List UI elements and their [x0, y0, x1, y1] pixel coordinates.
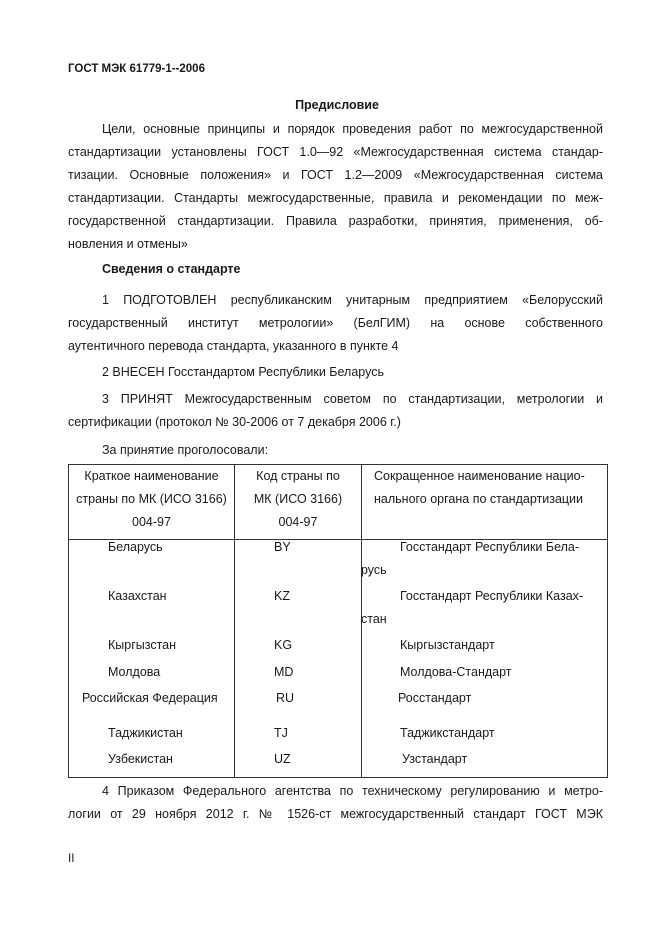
item2-text: 2 ВНЕСЕН Госстандартом Республики Беларусь	[102, 365, 384, 379]
table-header-row	[69, 465, 608, 540]
header-line: Код страны по	[256, 469, 340, 483]
table-cell-org-cont: стан	[361, 612, 387, 626]
voted-label: За принятие проголосовали:	[102, 443, 269, 457]
preface-title-text: Предисловие	[295, 98, 379, 112]
preface-line: тизации. Основные положения» и ГОСТ 1.2—2009 «Межгосударственная система	[68, 168, 603, 182]
table-cell-org: Госстандарт Республики Бела-	[400, 540, 580, 554]
table-cell-country: Беларусь	[108, 540, 163, 554]
preface-line: Цели, основные принципы и порядок проведения работ по межгосударственной	[102, 122, 603, 136]
header-line: 004-97	[132, 515, 171, 529]
header-line: нального органа по стандартизации	[374, 492, 584, 506]
table-cell-org: Госстандарт Республики Казах-	[400, 589, 584, 603]
table-cell-org: Росстандарт	[398, 691, 472, 705]
page-number: II	[68, 853, 75, 865]
header-country	[69, 465, 235, 540]
table-cell-country: Казахстан	[108, 589, 167, 603]
table-body	[69, 540, 608, 778]
table-cell-country: Таджикистан	[108, 726, 183, 740]
table-cell-code: TJ	[274, 726, 288, 740]
table-cell-org: Узстандарт	[402, 752, 468, 766]
table-cell-org-cont: русь	[361, 563, 387, 577]
preface-line: стандартизации. Стандарты межгосударственные, правила и рекомендации по меж-	[68, 191, 603, 205]
code-column	[235, 540, 362, 778]
table-cell-country: Узбекистан	[108, 752, 173, 766]
about-standard-heading: Сведения о стандарте	[102, 262, 241, 276]
item3-line: сертификации (протокол № 30-2006 от 7 декабря 2006 г.)	[68, 415, 401, 429]
country-column	[69, 540, 235, 778]
header-line: МК (ИСО 3166)	[253, 492, 343, 506]
header-code	[235, 465, 362, 540]
item4-line: 4 Приказом Федерального агентства по техническому регулированию и метро-	[102, 784, 603, 798]
table-cell-country: Российская Федерация	[82, 691, 218, 705]
table-cell-code: UZ	[274, 752, 291, 766]
table-cell-country: Кыргызстан	[108, 638, 177, 652]
table-cell-code: RU	[276, 691, 295, 705]
header-org	[362, 465, 608, 540]
table-cell-country: Молдова	[108, 665, 161, 679]
item3-paragraph	[68, 388, 603, 434]
table-cell-org: Таджикстандарт	[400, 726, 495, 740]
preface-line: государственной стандартизации. Правила разработки, принятия, применения, об-	[68, 214, 603, 228]
item3-line: 3 ПРИНЯТ Межгосударственным советом по стандартизации, метрологии и	[102, 392, 603, 406]
table-cell-code: KZ	[274, 589, 290, 603]
preface-paragraph	[68, 118, 603, 256]
item1-line: аутентичного перевода стандарта, указанного в пункте 4	[68, 339, 399, 353]
item1-paragraph	[68, 289, 603, 358]
table-cell-code: KG	[274, 638, 293, 652]
org-column	[362, 540, 608, 778]
table-cell-org: Молдова-Стандарт	[400, 665, 512, 679]
preface-line: стандартизации установлены ГОСТ 1.0—92 «Межгосударственная система стандар-	[68, 145, 603, 159]
document-code-header: ГОСТ МЭК 61779-1--2006	[68, 63, 205, 75]
item4-paragraph	[68, 780, 603, 826]
preface-line: новления и отмены»	[68, 237, 188, 251]
header-line: 004-97	[278, 515, 318, 529]
header-line: Краткое наименование	[84, 469, 219, 483]
header-line: Сокращенное наименование нацио-	[374, 469, 585, 483]
preface-title	[0, 98, 661, 112]
item1-line: 1 ПОДГОТОВЛЕН республиканским унитарным предприятием «Белорусский	[102, 293, 603, 307]
table-cell-code: BY	[274, 540, 291, 554]
header-line: страны по МК (ИСО 3166)	[76, 492, 227, 506]
table-cell-org: Кыргызстандарт	[400, 638, 495, 652]
item1-line: государственный институт метрологии» (БелГИМ) на основе собственного	[68, 316, 603, 330]
item4-line: логии от 29 ноября 2012 г. № 1526-ст межгосударственный стандарт ГОСТ МЭК	[68, 807, 603, 821]
table-cell-code: MD	[274, 665, 294, 679]
